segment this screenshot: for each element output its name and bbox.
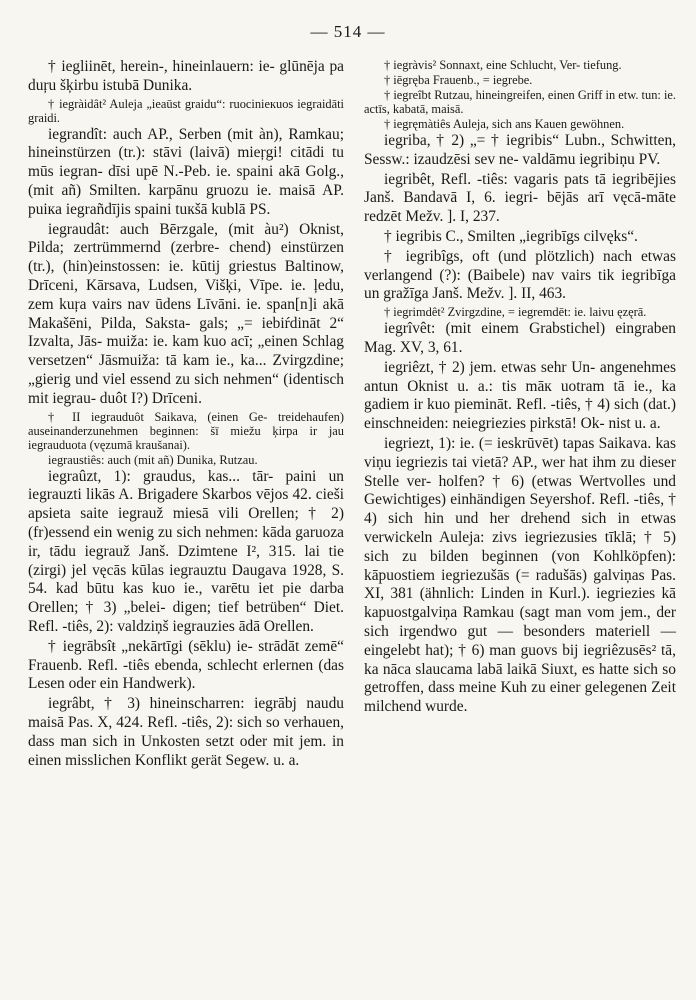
dictionary-entry: † iēgręba Frauenb., = iegrebe.: [384, 73, 533, 87]
dictionary-entry: iegrandît: auch AP., Serben (mit àn), Ramkau; hineinstürzen (tr.): stāvi (laivā) mieŗgi! citādi tu mūs iegran- dīsi upē N.-Peb. ie. spaini akā Golg., (mit añ) Smilten. karpānu gruozu ie. maisā AP. puiкa iegrañdījis spaini tuкšā kublā PS.: [28, 125, 344, 218]
dictionary-entry: † iegrābsîŧ „nekārtīgi (sēklu) ie- strādāt zemē“ Frauenb. Refl. -tiês ebenda, schlecht erlernen (das Lesen oder ein Handwerk).: [28, 637, 344, 693]
dictionary-entry: iegrîvêt: (mit einem Grabstichel) eingraben Mag. XV, 3, 61.: [364, 320, 676, 356]
dictionary-entry: † iegrimdêt² Zvirgzdine, = iegremdēt: ie. laivu ęzęrā.: [384, 305, 647, 320]
dictionary-entry: iegrâbt, † 3) hineinscharren: iegrābj naudu maisā Pas. X, 424. Refl. -tiês, 2): sich so verhauen, dass man sich in Unkosten setzt oder mit jem. in einen misslichen Konflikt gerät Segew. u. a.: [28, 695, 344, 769]
left-column: [28, 58, 344, 771]
dictionary-entry: iegriba, † 2) „= † iegribis“ Lubn., Schwitten, Sessw.: izaudzēsi sev ne- valdāmu iegribiņu PV.: [364, 132, 676, 168]
dictionary-entry: † iegribis C., Smilten „iegribīgs cilvęks“.: [384, 227, 638, 245]
dictionary-entry: † iegribîgs, oft (und plötzlich) nach etwas verlangend (?): (Baibele) nav vairs tik iegribīga un gražīga Janš. Mežv. ]. II, 463.: [364, 247, 676, 303]
dictionary-entry: † iegliinēt, herein-, hineinlauern: ie- glūnēja pa duŗu šķirbu istubā Dunika.: [28, 58, 344, 94]
dictionary-entry: † II iegrauduôt Saikava, (einen Ge- treidehaufen) auseinanderzunehmen beginnen: šī miežu ķirpa ir jau iegrauduota (vęzumā kraušanai).: [28, 409, 344, 452]
dictionary-entry: † iegràvis² Sonnaxt, eine Schlucht, Ver- tiefung.: [384, 58, 622, 72]
dictionary-entry: † iegreîbt Rutzau, hineingreifen, einen Griff in etw. tun: ie. actīs, kabatā, maisā.: [364, 88, 676, 116]
dictionary-entry: † iegręmàtiês Auleja, sich ans Kauen gewöhnen.: [384, 117, 625, 131]
dictionary-entry: iegraudât: auch Bērzgale, (mit àu²) Oknist, Pilda; zertrümmernd (zerbre- chend) einstürzen (tr.), (hin)einstossen: ie. kūtij griestus Baltinow, Drīceni, Kārsava, Ludsen, Višķi, Vīpe. ie. ļedu, zem kuŗa vairs nav ūdens Līvāni. ie. span[n]i akā Makašēni, Pilda, Saksta- gals; „= iebiŕdināt 2“ Izvalta, Jās- muiža: ie. kam kuo acī; „einen Schlag versetzen“ Jāsmuiža: tā kam ie., ka... Zvirgzdine; „gierig und viel essend zu sich nehmen“ (identisch mit iegrau- duôt I?) Drīceni.: [28, 220, 344, 407]
dictionary-entry: † iegràidât² Auleja „ieaūst graidu“: ruocinieкuos iegraidāti graidi.: [28, 96, 344, 125]
dictionary-entry: iegraustiês: auch (mit añ) Dunika, Rutzau.: [48, 452, 258, 467]
dictionary-entry: iegriêzt, † 2) jem. etwas sehr Un- angenehmes antun Oknist u. a.: tis māк uotram tā ie., ka gadiem ir kuo piemināt. Refl. -tiês, † 4) sich (dat.) einschneiden: neiegriezies pirkstā! Ok- nist u. a.: [364, 358, 676, 433]
page-number: — 514 —: [310, 22, 386, 41]
dictionary-entry: iegriezt, 1): ie. (= ieskrūvēt) tapas Saikava. kas viņu iegriezis tai vietā? AP., wer hat ihm zu dieser Stelle ver- holfen? † 6) (etwas Wertvolles und Gewichtiges) einhändigen Seyershof. Refl. -tiês, † 4) sich hin und her drehend sich in etwas verwickeln Auleja: zivs iegriezusies tīklā; † 5) sich zu bilden beginnen (von Kohlköpfen): kāpuostiem iegriezušās (= radušās) galviņas Pas. XI, 381 (ähnlich: Linden in Kurl.). iegriezies kā kapuostgalviņa Ramkau (sagt man vom jem., der sich irgendwo gut — besonders materiell — eingelebt hat); † 6) man guovs bij iegriêzusēs² tā, ka nāca slaucama labā laikā Siuxt, es hatte sich so getroffen, dass meine Kuh zu einer gelegenen Zeit milchend wurde.: [364, 434, 676, 716]
dictionary-entry: iegribêt, Refl. -tiês: vagaris pats tā iegribējies Janš. Bandavā I, 6. iegri- bējās arī vęcā-māte redzēt Mežv. ]. I, 237.: [364, 170, 676, 226]
right-column: [364, 58, 676, 718]
dictionary-entry: iegraûzt, 1): graudus, kas... tār- paini un iegrauzti likās A. Brigadere Skarbos vējos 42. cieši apsieta saite iegrauž miesā vili Orellen; † 2) (fr)essend ein wenig zu sich nehmen: kāda garuoza ir, tādu iegrauž Janš. Dzimtene I², 315. lai tie (zirgi) jel vęcās kūlas iegrauztu Daugava 1928, S. 54. kad būtu kas kuo ie., varētu iet pie darba Orellen; † 3) „belei- digen; tief betrüben“ Diet. Refl. -tiês, 2): valdziņš iegrauzies ādā Orellen.: [28, 467, 344, 635]
